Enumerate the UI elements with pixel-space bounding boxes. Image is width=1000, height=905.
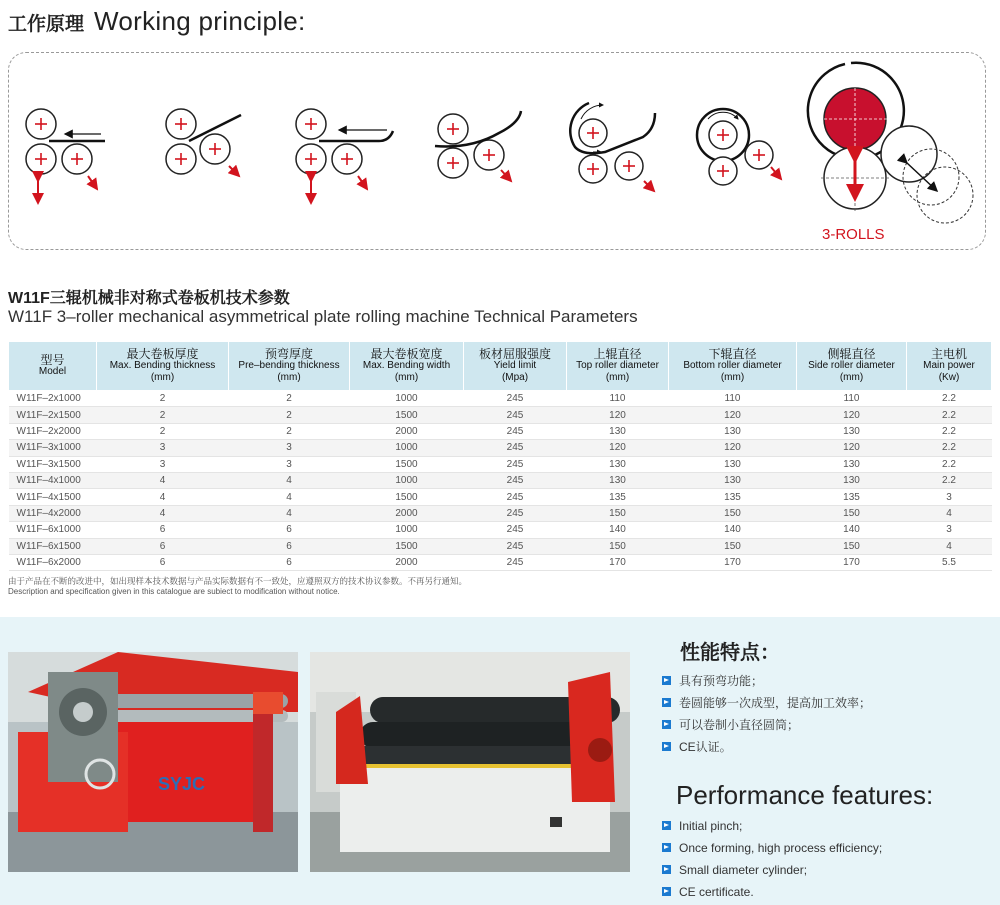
- working-principle-diagram: [8, 52, 986, 250]
- model-cell: W11F–6x1500: [9, 538, 97, 554]
- table-row: [9, 407, 992, 423]
- model-cell: W11F–3x1500: [9, 456, 97, 472]
- value-cell: 135: [797, 489, 907, 505]
- value-cell: 3: [907, 489, 992, 505]
- col-label-en: Max. Bending width: [362, 360, 451, 371]
- col-side-roller: [797, 342, 907, 391]
- value-cell: 120: [797, 440, 907, 456]
- col-label-cn: 下辊直径: [708, 347, 757, 361]
- value-cell: 1500: [350, 489, 464, 505]
- value-cell: 2: [229, 407, 350, 423]
- model-cell: W11F–6x2000: [9, 554, 97, 570]
- value-cell: 3: [229, 456, 350, 472]
- feature-text: Initial pinch;: [679, 819, 743, 833]
- features-title-cn: 性能特点：: [680, 642, 780, 664]
- value-cell: 130: [797, 423, 907, 439]
- value-cell: 1500: [350, 456, 464, 472]
- features-list-cn: [662, 672, 871, 760]
- value-cell: 6: [97, 554, 229, 570]
- col-max-thickness: [97, 342, 229, 391]
- value-cell: 150: [567, 538, 669, 554]
- value-cell: 3: [97, 456, 229, 472]
- feature-item-cn: [662, 716, 871, 738]
- value-cell: 135: [669, 489, 797, 505]
- col-label-en: Pre–bending thickness: [238, 360, 340, 371]
- value-cell: 245: [464, 489, 567, 505]
- table-row: [9, 472, 992, 488]
- value-cell: 4: [97, 489, 229, 505]
- value-cell: 1000: [350, 440, 464, 456]
- value-cell: 2000: [350, 423, 464, 439]
- col-unit: (Kw): [938, 372, 960, 383]
- table-row: [9, 538, 992, 554]
- table-row: [9, 489, 992, 505]
- model-cell: W11F–2x2000: [9, 423, 97, 439]
- value-cell: 130: [797, 472, 907, 488]
- value-cell: 2.2: [907, 407, 992, 423]
- model-cell: W11F–2x1500: [9, 407, 97, 423]
- table-row: [9, 505, 992, 521]
- feature-text: CE认证。: [679, 740, 732, 754]
- stage-5-rolling: [570, 103, 655, 191]
- model-cell: W11F–2x1000: [9, 391, 97, 407]
- value-cell: 130: [669, 472, 797, 488]
- value-cell: 170: [669, 554, 797, 570]
- value-cell: 6: [229, 554, 350, 570]
- value-cell: 2: [97, 391, 229, 407]
- col-main-power: [907, 342, 992, 391]
- feature-text: Once forming, high process efficiency;: [679, 841, 883, 855]
- value-cell: 245: [464, 423, 567, 439]
- col-label-en: Side roller diameter: [808, 360, 895, 371]
- col-unit: (mm): [150, 372, 175, 383]
- col-label-en: Top roller diameter: [576, 360, 659, 371]
- col-label-en: Yield limit: [493, 360, 537, 371]
- value-cell: 2.2: [907, 423, 992, 439]
- col-yield-limit: [464, 342, 567, 391]
- value-cell: 3: [907, 522, 992, 538]
- value-cell: 2: [229, 423, 350, 439]
- features-title-en: Performance features:: [676, 780, 934, 810]
- value-cell: 110: [797, 391, 907, 407]
- page-header: [8, 6, 306, 38]
- value-cell: 4: [229, 489, 350, 505]
- col-unit: (mm): [605, 372, 630, 383]
- feature-item-en: [662, 883, 882, 905]
- value-cell: 110: [669, 391, 797, 407]
- feature-item-cn: [662, 694, 871, 716]
- value-cell: 6: [229, 538, 350, 554]
- bullet-icon: [662, 742, 671, 751]
- table-row: [9, 522, 992, 538]
- col-label-en: Main power: [923, 360, 975, 371]
- disclaimer-en: Description and specification given in this catalogue are subiect to modification without notice.: [8, 587, 340, 596]
- model-cell: W11F–3x1000: [9, 440, 97, 456]
- value-cell: 245: [464, 554, 567, 570]
- col-label-en: Max. Bending thickness: [109, 360, 216, 371]
- value-cell: 2000: [350, 505, 464, 521]
- value-cell: 245: [464, 505, 567, 521]
- value-cell: 2.2: [907, 391, 992, 407]
- value-cell: 130: [567, 423, 669, 439]
- spec-title-en: W11F 3–roller mechanical asymmetrical plate rolling machine Technical Parameters: [8, 307, 638, 326]
- feature-text: 卷圆能够一次成型，提高加工效率；: [679, 696, 872, 710]
- col-label-cn: 侧辊直径: [827, 347, 876, 361]
- bullet-icon: [662, 698, 671, 707]
- model-cell: W11F–4x1500: [9, 489, 97, 505]
- col-model-en: Model: [38, 366, 67, 377]
- bullet-icon: [662, 821, 671, 830]
- value-cell: 150: [669, 538, 797, 554]
- value-cell: 140: [797, 522, 907, 538]
- value-cell: 120: [567, 440, 669, 456]
- value-cell: 6: [97, 522, 229, 538]
- value-cell: 150: [567, 505, 669, 521]
- col-prebend-thickness: [229, 342, 350, 391]
- spec-table-body: [9, 391, 992, 571]
- bullet-icon: [662, 865, 671, 874]
- value-cell: 4: [907, 538, 992, 554]
- value-cell: 4: [229, 505, 350, 521]
- value-cell: 120: [669, 440, 797, 456]
- value-cell: 4: [97, 472, 229, 488]
- col-label-cn: 主电机: [930, 347, 967, 361]
- col-unit: (mm): [839, 372, 864, 383]
- machine-photo-left: [8, 652, 298, 872]
- value-cell: 140: [669, 522, 797, 538]
- feature-text: CE certificate.: [679, 885, 754, 899]
- value-cell: 135: [567, 489, 669, 505]
- col-label-en: Bottom roller diameter: [683, 360, 782, 371]
- feature-item-en: [662, 839, 882, 861]
- col-model-cn: 型号: [40, 353, 65, 367]
- col-unit: (Mpa): [501, 372, 529, 383]
- features-list-en: [662, 817, 882, 905]
- spec-header-row: [9, 342, 992, 391]
- value-cell: 245: [464, 407, 567, 423]
- value-cell: 120: [797, 407, 907, 423]
- model-cell: W11F–4x1000: [9, 472, 97, 488]
- table-row: [9, 554, 992, 570]
- value-cell: 245: [464, 522, 567, 538]
- col-unit: (mm): [720, 372, 745, 383]
- value-cell: 170: [797, 554, 907, 570]
- table-row: [9, 423, 992, 439]
- feature-item-cn: [662, 672, 871, 694]
- value-cell: 130: [797, 456, 907, 472]
- value-cell: 2: [97, 407, 229, 423]
- value-cell: 245: [464, 456, 567, 472]
- feature-item-en: [662, 861, 882, 883]
- value-cell: 2000: [350, 554, 464, 570]
- feature-text: 可以卷制小直径圆筒；: [679, 718, 800, 732]
- feature-text: Small diameter cylinder;: [679, 863, 808, 877]
- feature-text: 具有预弯功能；: [679, 674, 764, 688]
- value-cell: 5.5: [907, 554, 992, 570]
- working-principle-title-cn: 工作原理: [8, 13, 85, 35]
- value-cell: 130: [669, 423, 797, 439]
- value-cell: 2: [229, 391, 350, 407]
- col-label-cn: 预弯厚度: [264, 347, 313, 361]
- col-bottom-roller: [669, 342, 797, 391]
- value-cell: 4: [907, 505, 992, 521]
- col-label-cn: 最大卷板厚度: [126, 347, 199, 361]
- value-cell: 150: [797, 538, 907, 554]
- value-cell: 4: [97, 505, 229, 521]
- value-cell: 1000: [350, 391, 464, 407]
- value-cell: 1500: [350, 538, 464, 554]
- model-cell: W11F–6x1000: [9, 522, 97, 538]
- col-label-cn: 板材屈服强度: [478, 347, 551, 361]
- logo-text: SYJC: [158, 774, 206, 794]
- col-label-cn: 上辊直径: [593, 347, 642, 361]
- col-unit: (mm): [394, 372, 419, 383]
- disclaimer-cn: 由于产品在不断的改进中，如出现样本技术数据与产品实际数据有不一致处，应遵照双方的技术协议参数。不再另行通知。: [8, 576, 468, 586]
- value-cell: 150: [797, 505, 907, 521]
- col-unit: (mm): [277, 372, 301, 383]
- model-cell: W11F–4x2000: [9, 505, 97, 521]
- value-cell: 120: [669, 407, 797, 423]
- three-rolls-label: 3-ROLLS: [822, 226, 885, 243]
- value-cell: 110: [567, 391, 669, 407]
- value-cell: 150: [669, 505, 797, 521]
- feature-item-cn: [662, 738, 871, 760]
- value-cell: 120: [567, 407, 669, 423]
- col-top-roller: [567, 342, 669, 391]
- value-cell: 2.2: [907, 472, 992, 488]
- value-cell: 1000: [350, 472, 464, 488]
- value-cell: 2: [97, 423, 229, 439]
- stage-7-three-rolls: [808, 63, 973, 223]
- table-row: [9, 391, 992, 407]
- value-cell: 3: [229, 440, 350, 456]
- value-cell: 130: [567, 472, 669, 488]
- value-cell: 1500: [350, 407, 464, 423]
- value-cell: 140: [567, 522, 669, 538]
- col-model: [9, 342, 97, 391]
- col-label-cn: 最大卷板宽度: [370, 347, 443, 361]
- value-cell: 170: [567, 554, 669, 570]
- stage-6-closing: [697, 109, 781, 185]
- stage-2-prebend: [166, 109, 241, 176]
- value-cell: 2.2: [907, 440, 992, 456]
- stage-4-curve: [435, 111, 521, 181]
- machine-photo-right: [310, 652, 630, 872]
- working-principle-title-en: Working principle:: [94, 6, 306, 36]
- value-cell: 245: [464, 391, 567, 407]
- value-cell: 130: [669, 456, 797, 472]
- spec-table: [8, 341, 992, 571]
- col-max-width: [350, 342, 464, 391]
- stage-1-feed: [26, 109, 105, 203]
- value-cell: 3: [97, 440, 229, 456]
- value-cell: 245: [464, 440, 567, 456]
- bullet-icon: [662, 843, 671, 852]
- spec-title-cn: W11F三辊机械非对称式卷板机技术参数: [8, 290, 290, 307]
- value-cell: 245: [464, 538, 567, 554]
- value-cell: 6: [229, 522, 350, 538]
- value-cell: 2.2: [907, 456, 992, 472]
- value-cell: 130: [567, 456, 669, 472]
- stage-3-reverse-feed: [296, 109, 393, 203]
- bullet-icon: [662, 676, 671, 685]
- bullet-icon: [662, 720, 671, 729]
- value-cell: 1000: [350, 522, 464, 538]
- value-cell: 4: [229, 472, 350, 488]
- value-cell: 245: [464, 472, 567, 488]
- roll-stages-diagram: [9, 53, 987, 251]
- feature-item-en: [662, 817, 882, 839]
- value-cell: 6: [97, 538, 229, 554]
- table-row: [9, 456, 992, 472]
- table-row: [9, 440, 992, 456]
- bullet-icon: [662, 887, 671, 896]
